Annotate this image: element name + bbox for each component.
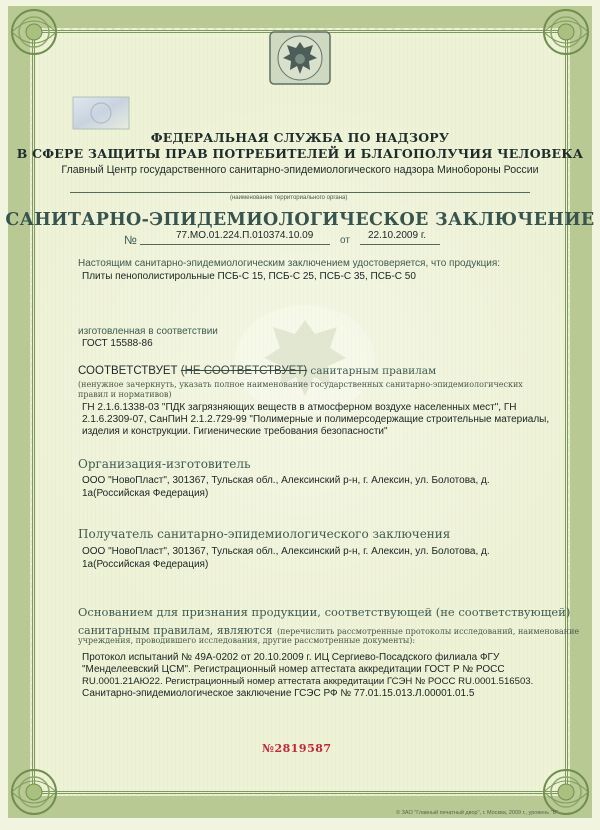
manufacturer-label: Организация-изготовитель: [78, 457, 251, 471]
compliance-struck: (НЕ СООТВЕТСТВУЕТ): [180, 365, 308, 377]
authority-underline: [70, 192, 530, 193]
basis-protocol-4: Санитарно-эпидемиологическое заключение ГСЭС РФ № 77.01.15.013.Л.00001.01.5: [82, 688, 475, 699]
corner-ornament-icon: [8, 748, 78, 818]
basis-line-3: учреждения, проводившего исследования, другие рассмотренные документы):: [78, 636, 416, 645]
manufacturer-address-2: 1а(Российская Федерация): [82, 488, 209, 499]
agency-title-line1: ФЕДЕРАЛЬНАЯ СЛУЖБА ПО НАДЗОРУ: [150, 130, 450, 145]
intro-text: Настоящим санитарно-эпидемиологическим заключением удостоверяется, что продукция:: [78, 258, 501, 269]
manufacturer-address-1: ООО "НовоПласт", 301367, Тульская обл., Алексинский р-н, г. Алексин, ул. Болотова, д.: [82, 475, 490, 486]
manufactured-label: изготовленная в соответствии: [78, 326, 218, 337]
compliance-rest: санитарным правилам: [310, 365, 437, 377]
basis-line-1: Основанием для признания продукции, соответствующей (не соответствующей): [78, 605, 571, 619]
document-date: 22.10.2009 г.: [368, 230, 427, 241]
basis-line-2b: (перечислить рассмотренные протоколы исследований, наименование: [277, 627, 580, 636]
agency-title-line2: В СФЕРЕ ЗАЩИТЫ ПРАВ ПОТРЕБИТЕЛЕЙ И БЛАГОПОЛУЧИЯ ЧЕЛОВЕКА: [16, 146, 584, 161]
basis-line-2a: санитарным правилам, являются: [78, 624, 273, 637]
product-name: Плиты пенополистирольные ПСБ-С 15, ПСБ-С 25, ПСБ-С 35, ПСБ-С 50: [82, 271, 416, 282]
hologram-sticker-icon: [72, 96, 130, 130]
compliance-line: [78, 365, 436, 377]
recipient-label: Получатель санитарно-эпидемиологического заключения: [78, 527, 451, 541]
printer-credit: © ЗАО "Главный печатный двор", г. Москва, 2009 г., уровень "В": [396, 810, 559, 816]
basis-protocol-3: RU.0001.21АЮ22. Регистрационный номер аттестата аккредитации ГСЭН № РОСС RU.0001.516503.: [82, 676, 534, 687]
compliance-note-2: правил и нормативов): [78, 390, 172, 399]
document-title: САНИТАРНО-ЭПИДЕМИОЛОГИЧЕСКОЕ ЗАКЛЮЧЕНИЕ: [5, 210, 595, 230]
basis-protocol-1: Протокол испытаний № 49А-0202 от 20.10.2009 г. ИЦ Сергиево-Посадского филиала ФГУ: [82, 652, 500, 663]
authority-name: Главный Центр государственного санитарно-эпидемиологического надзора Минобороны России: [61, 164, 539, 176]
compliance-rules-3: изделия и конструкции. Гигиенические требования безопасности": [82, 426, 388, 437]
number-label: №: [124, 233, 137, 247]
compliance-status: СООТВЕТСТВУЕТ: [78, 365, 178, 377]
corner-ornament-icon: [8, 6, 78, 76]
compliance-rules-1: ГН 2.1.6.1338-03 "ПДК загрязняющих веществ в атмосферном воздухе населенных мест", ГН: [82, 402, 517, 413]
compliance-rules-2: 2.1.6.2309-07, СанПиН 2.1.2.729-99 "Полимерные и полимерсодержащие строительные материалы,: [82, 414, 550, 425]
serial-number: №2819587: [262, 742, 332, 755]
document-number: 77.МО.01.224.П.010374.10.09: [176, 230, 314, 241]
number-underline: [140, 244, 330, 245]
recipient-address-2: 1а(Российская Федерация): [82, 559, 209, 570]
corner-ornament-icon: [522, 748, 592, 818]
compliance-note-1: (ненужное зачеркнуть, указать полное наименование государственных санитарно-эпидемиологических: [78, 380, 523, 389]
date-underline: [360, 244, 440, 245]
authority-caption: (наименование территориального органа): [230, 195, 348, 201]
date-label: от: [340, 235, 350, 246]
recipient-address-1: ООО "НовоПласт", 301367, Тульская обл., Алексинский р-н, г. Алексин, ул. Болотова, д.: [82, 546, 490, 557]
corner-ornament-icon: [522, 6, 592, 76]
basis-protocol-2: "Менделеевский ЦСМ". Регистрационный номер аттестата аккредитации ГОСТ Р № РОСС: [82, 664, 505, 675]
manufactured-standard: ГОСТ 15588-86: [82, 338, 153, 349]
state-emblem-icon: [268, 30, 332, 86]
